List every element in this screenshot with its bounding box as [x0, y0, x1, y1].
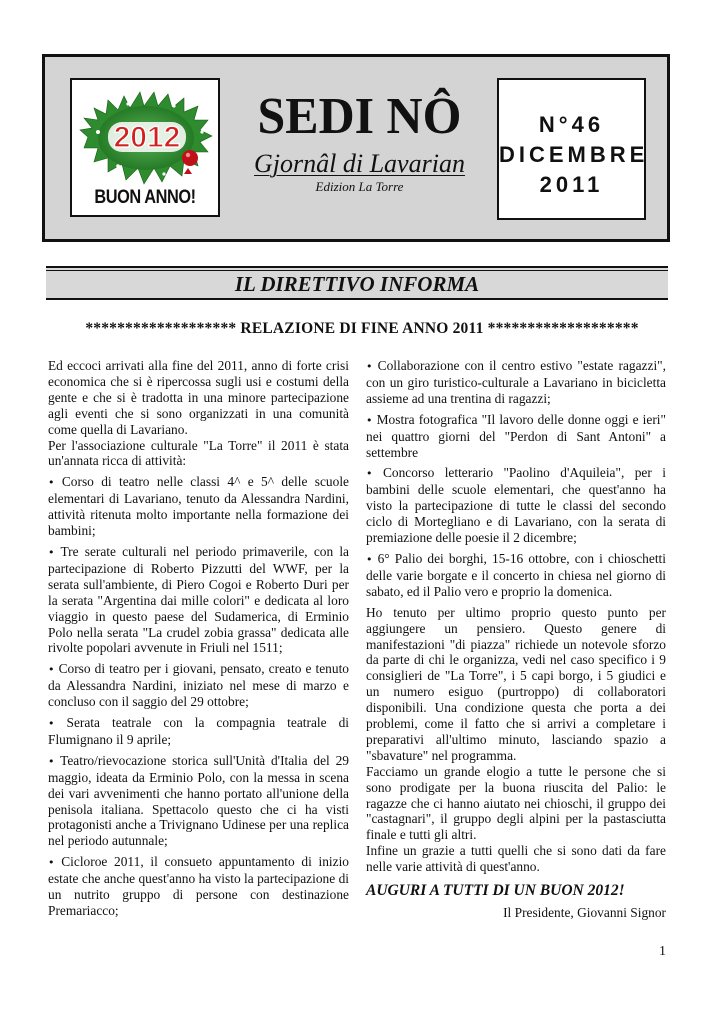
list-item-text: 6° Palio dei borghi, 15-16 ottobre, con i chioschetti delle varie borgate e il concerto in chiesa nel giorno di sabato, ed il Palio vero e proprio la domenica. [366, 550, 666, 599]
list-item [48, 854, 349, 919]
newspaper-subtitle: Gjornâl di Lavarian [254, 149, 465, 178]
list-item-text: Tre serate culturali nel periodo primaverile, con la partecipazione di Roberto Pizzutti del WWF, per la serata sull'ambiente, di Piero Cogoi e Roberto Duri per la serata "Argentina dai mille colori" e dedicata al loro viaggio in questo paese del Sudamerica, di Erminio Polo nella serata "La crudel zobia grassa" dedicata alle rivolte popolari avvenute in Friuli nel 1511; [48, 543, 349, 656]
list-item [48, 753, 349, 849]
body-paragraph: Ho tenuto per ultimo proprio questo punto per aggiungere un pensiero. Questo genere di manifestazioni "di piazza" richiede un notevole sforzo da parte di chi le organizza, vedi nel caso specifico i 9 consiglieri de "La Torre", i 5 capi borgo, i 5 giudici e un numero esiguo (purtroppo) di collaboratori disponibili. Una condizione questa che porta a dei problemi, come il fatto che si arrivi a completare i preparativi all'ultimo minuto, lasciando spazio a "sbavature" nel programma. [366, 604, 666, 763]
body-paragraph: Infine un grazie a tutti quelli che si sono dati da fare nelle varie attività di quest'anno. [366, 843, 666, 875]
list-item [366, 358, 666, 407]
newspaper-title: SEDI NÔ [257, 88, 462, 145]
closing-greeting: AUGURI A TUTTI DI UN BUON 2012! [366, 882, 625, 900]
issue-box [497, 78, 649, 220]
bullet-icon: • [48, 663, 55, 677]
list-item-text: Mostra fotografica "Il lavoro delle donne oggi e ieri" nei quattro giorni del "Perdon di Sant Antoni" a settembre [366, 411, 666, 460]
list-item [48, 474, 349, 539]
list-item-text: Corso di teatro nelle classi 4^ e 5^ delle scuole elementari di Lavariano, tenuto da Alessandra Nardini, attività ritenuta molto importante nella formazione dei bambini; [48, 474, 349, 539]
intro-paragraph: Ed eccoci arrivati alla fine del 2011, anno di forte crisi economica che si è ripercossa sugli usi e costumi della gente e che si è tradotta in una minore partecipazione agli eventi che si sono organizzati in una comunità come quella di Lavariano. [48, 358, 349, 437]
edition-label: Edizion La Torre [315, 179, 404, 194]
report-title: ******************* RELAZIONE DI FINE ANNO 2011 ******************* [85, 320, 639, 337]
list-item-text: Corso di teatro per i giovani, pensato, creato e tenuto da Alessandra Nardini, iniziato nel mese di marzo e concluso con il saggio del 29 ottobre; [48, 661, 349, 710]
intro-paragraph: Per l'associazione culturale "La Torre" il 2011 è stata un'annata ricca di attività: [48, 437, 349, 469]
list-item [366, 551, 666, 600]
bullet-icon: • [48, 856, 55, 870]
bullet-icon: • [366, 467, 373, 481]
list-item [366, 465, 666, 546]
bullet-icon: • [366, 360, 373, 373]
issue-year: 2011 [539, 172, 604, 197]
signature: Il Presidente, Giovanni Signor [503, 905, 666, 921]
list-item-text: Cicloroe 2011, il consueto appuntamento di inizio estate che anche quest'anno ha visto la partecipazione di un nutrito gruppo di persone con destinazione Premariacco; [48, 854, 349, 918]
list-item [366, 412, 666, 461]
list-item [48, 544, 349, 656]
list-item-text: Concorso letterario "Paolino d'Aquileia", per i bambini delle scuole elementari, che quest'anno ha visto la partecipazione di tutte le classi del secondo ciclo di Mortegliano e di Lavariano, con la serata di premiazione delle poesie il 2 dicembre; [366, 465, 666, 546]
list-item [48, 661, 349, 710]
section-heading: IL DIRETTIVO INFORMA [46, 266, 668, 300]
bullet-icon: • [48, 476, 55, 490]
issue-month: DICEMBRE [499, 142, 649, 167]
bullet-icon: • [366, 413, 373, 427]
bullet-icon: • [48, 545, 55, 559]
bullet-icon: • [48, 754, 55, 768]
title-block [227, 87, 492, 195]
masthead [42, 54, 670, 242]
left-column [48, 358, 349, 924]
issue-number: N°46 [538, 112, 605, 137]
bullet-icon: • [366, 552, 373, 566]
bullet-icon: • [48, 717, 55, 731]
logo-greeting: BUON ANNO! [94, 187, 196, 208]
logo-year-text: 2012 [113, 121, 181, 154]
right-column [366, 358, 666, 921]
christmas-wreath-icon [78, 82, 214, 192]
list-item-text: Serata teatrale con la compagnia teatrale di Flumignano il 9 aprile; [48, 715, 349, 747]
page-number: 1 [659, 944, 666, 959]
new-year-logo [70, 78, 220, 217]
list-item-text: Teatro/rievocazione storica sull'Unità d'Italia del 29 maggio, ideata da Erminio Polo, con la messa in scena dei vari avvenimenti che hanno portato all'unione della penisola italiana. Spettacolo questo che ci ha visti protagonisti anche a Trivignano Udinese per una replica nel periodo autunnale; [48, 752, 349, 849]
list-item-text: Collaborazione con il centro estivo "estate ragazzi", con un giro turistico-culturale a Lavariano in bicicletta assieme ad una trentina di ragazzi; [366, 358, 666, 406]
body-paragraph: Facciamo un grande elogio a tutte le persone che si sono prodigate per la buona riuscita del Palio: le ragazze che ci hanno aiutato nei chioschi, il gruppo dei "castagnari", il gruppo degli alpini per la pastasciutta finale e tutti gli altri. [366, 763, 666, 843]
list-item [48, 715, 349, 748]
